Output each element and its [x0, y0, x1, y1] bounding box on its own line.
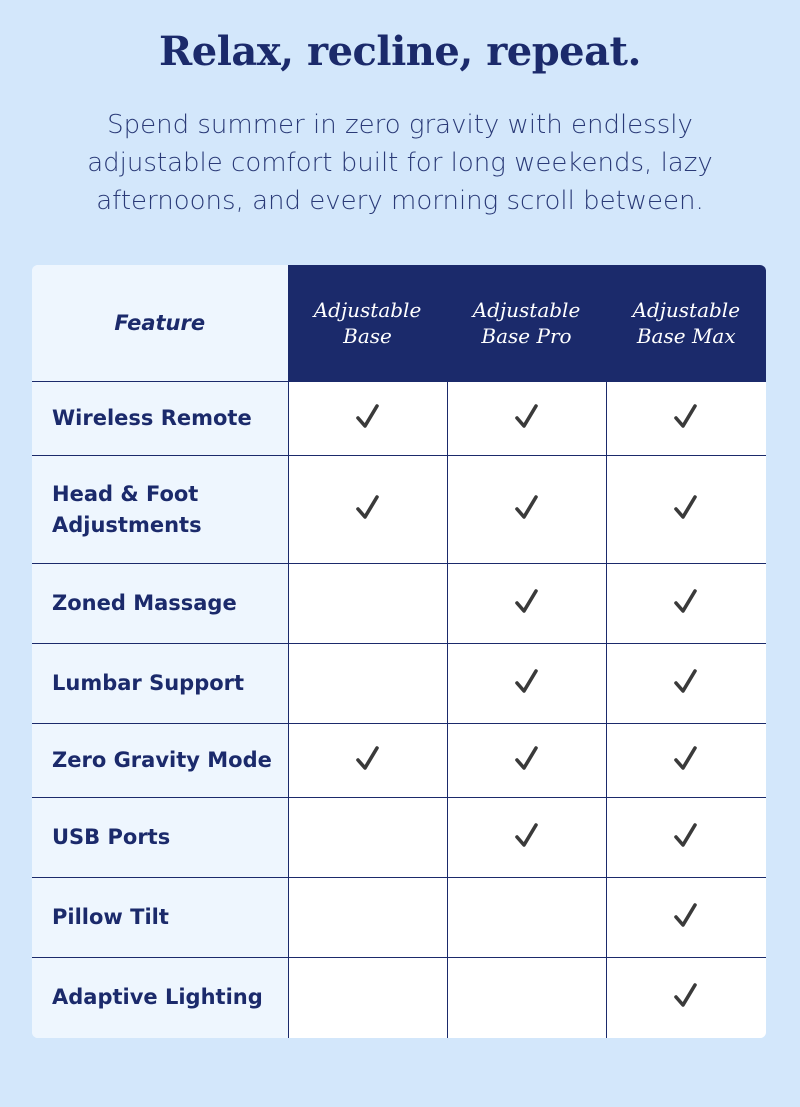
check-icon — [672, 822, 700, 850]
table-row — [32, 958, 766, 1038]
check-icon — [513, 668, 541, 696]
check-cell — [606, 456, 766, 564]
check-icon — [513, 494, 541, 522]
plan-header-adjustable-base-pro: Adjustable Base Pro — [447, 265, 606, 382]
feature-label: Wireless Remote — [32, 382, 288, 456]
check-cell — [447, 878, 606, 958]
check-cell — [288, 644, 447, 724]
feature-label: Pillow Tilt — [32, 878, 288, 958]
plan-header-adjustable-base: Adjustable Base — [288, 265, 447, 382]
check-icon — [513, 745, 541, 773]
check-icon — [672, 588, 700, 616]
check-cell — [606, 644, 766, 724]
check-cell — [606, 958, 766, 1038]
check-icon — [513, 588, 541, 616]
check-cell — [606, 564, 766, 644]
check-icon — [672, 745, 700, 773]
feature-label: Zoned Massage — [32, 564, 288, 644]
check-cell — [447, 958, 606, 1038]
comparison-table — [32, 265, 766, 1038]
check-cell — [447, 382, 606, 456]
check-icon — [672, 494, 700, 522]
feature-label: Lumbar Support — [32, 644, 288, 724]
check-cell — [447, 644, 606, 724]
table-row — [32, 382, 766, 456]
check-cell — [447, 456, 606, 564]
page-title: Relax, recline, repeat. — [159, 28, 641, 75]
check-cell — [447, 564, 606, 644]
check-cell — [447, 724, 606, 798]
check-icon — [672, 668, 700, 696]
check-cell — [288, 958, 447, 1038]
comparison-grid — [32, 265, 766, 1038]
check-cell — [606, 798, 766, 878]
page-subtitle: Spend summer in zero gravity with endlessly adjustable comfort built for long weekends, lazy afternoons, and every morning scroll between. — [87, 110, 713, 216]
table-row — [32, 878, 766, 958]
check-icon — [354, 745, 382, 773]
check-cell — [288, 878, 447, 958]
check-cell — [447, 798, 606, 878]
check-icon — [354, 494, 382, 522]
table-row — [32, 456, 766, 564]
check-icon — [672, 902, 700, 930]
check-cell — [606, 724, 766, 798]
feature-label: USB Ports — [32, 798, 288, 878]
table-row — [32, 798, 766, 878]
table-row — [32, 724, 766, 798]
header-row — [32, 265, 766, 382]
plan-header-adjustable-base-max: Adjustable Base Max — [606, 265, 766, 382]
check-cell — [606, 878, 766, 958]
feature-column-header: Feature — [32, 265, 288, 382]
check-icon — [513, 403, 541, 431]
check-icon — [672, 982, 700, 1010]
check-icon — [672, 403, 700, 431]
check-cell — [288, 456, 447, 564]
check-cell — [606, 382, 766, 456]
table-row — [32, 644, 766, 724]
check-cell — [288, 798, 447, 878]
check-cell — [288, 564, 447, 644]
feature-label: Head & Foot Adjustments — [32, 456, 288, 564]
check-cell — [288, 382, 447, 456]
feature-label: Adaptive Lighting — [32, 958, 288, 1038]
check-icon — [513, 822, 541, 850]
check-cell — [288, 724, 447, 798]
feature-label: Zero Gravity Mode — [32, 724, 288, 798]
check-icon — [354, 403, 382, 431]
table-row — [32, 564, 766, 644]
